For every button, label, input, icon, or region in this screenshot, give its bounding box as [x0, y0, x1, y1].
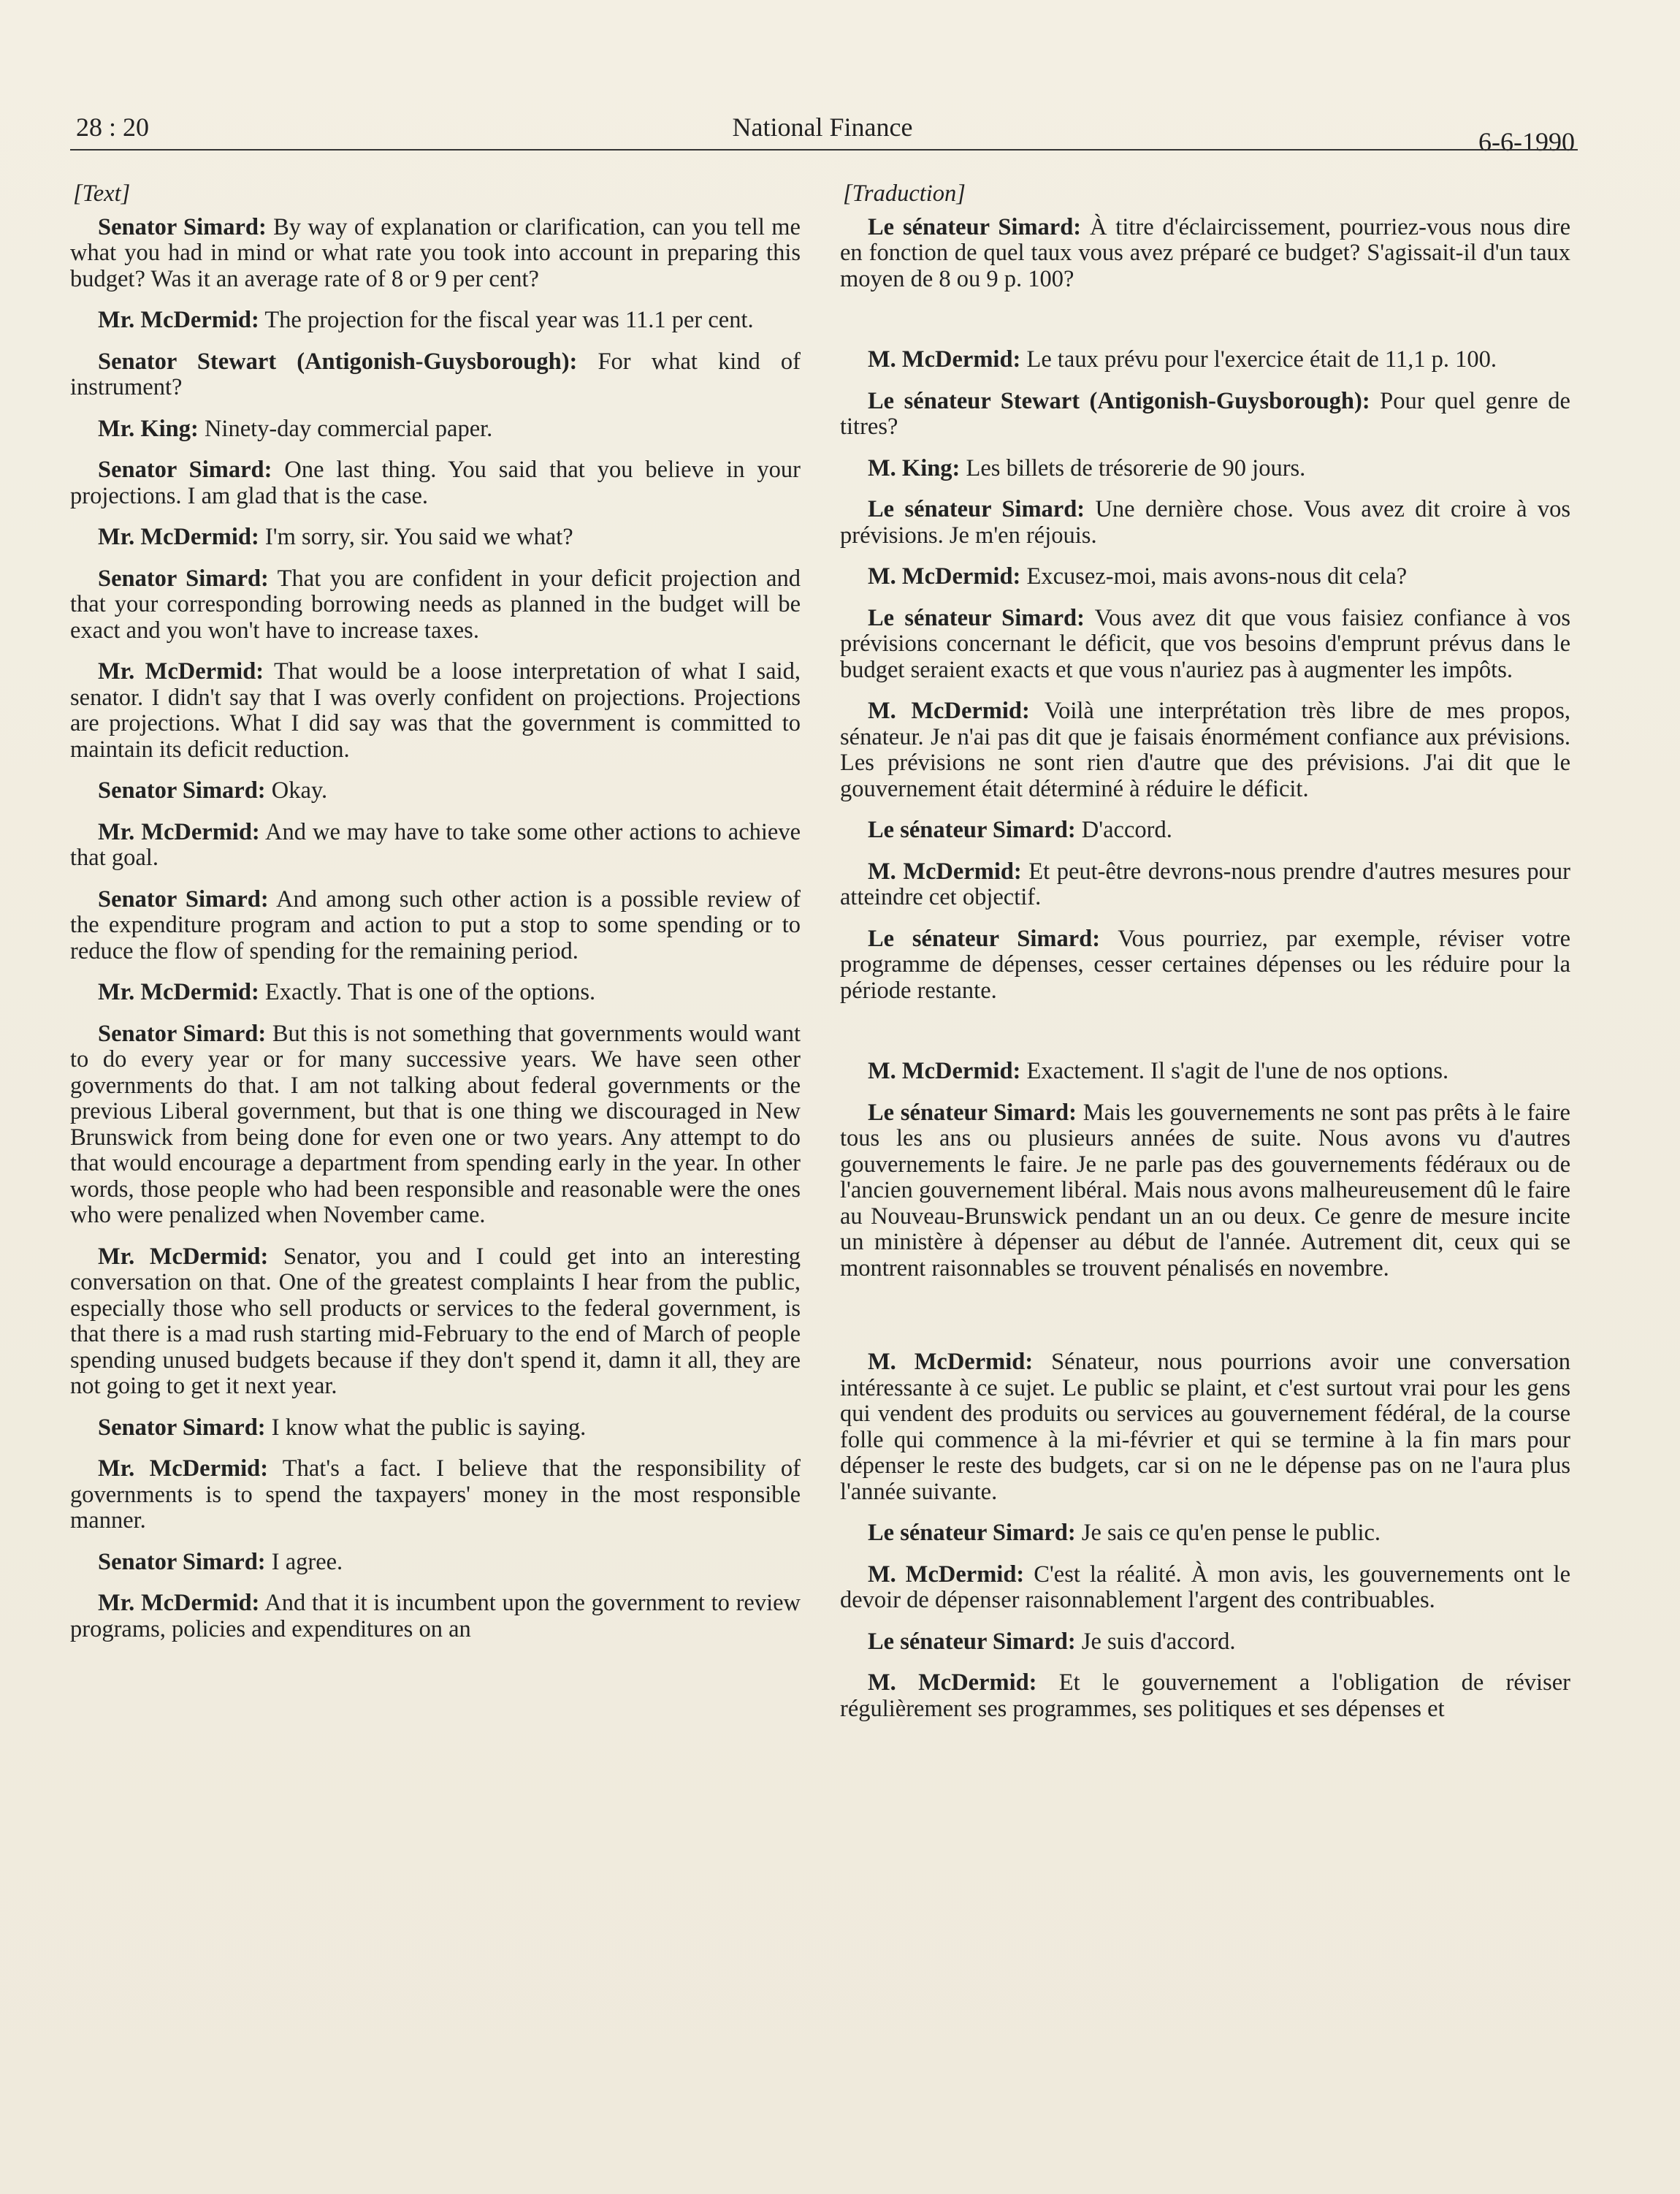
french-column [840, 181, 1570, 1737]
speaker-name: Senator Simard: [98, 457, 272, 483]
transcript-paragraph [70, 308, 801, 334]
speaker-name: Senator Simard: [98, 1548, 266, 1575]
speaker-name: Senator Simard: [98, 213, 267, 240]
speaker-name: Le sénateur Simard: [868, 604, 1085, 631]
text-tag: [Text] [73, 180, 131, 207]
speaker-name: Le sénateur Simard: [868, 1520, 1076, 1546]
speaker-name: Mr. McDermid: [98, 524, 259, 550]
speaker-name: M. King: [868, 454, 961, 481]
speech-text: That you are confident in your deficit projection and that your corresponding borrowing needs as planned in the budget will be exact and you won't have to increase taxes. [70, 565, 801, 644]
speech-text: And among such other action is a possible review of the expenditure program and action to put a stop to some spending or to reduce the flow of spending for the remaining period. [70, 885, 801, 964]
transcript-paragraph [70, 215, 801, 293]
speech-text: That's a fact. I believe that the responsibility of governments is to spend the taxpayers' money in the most responsible manner. [70, 1455, 801, 1534]
transcript-paragraph [840, 389, 1570, 441]
speaker-name: Senator Simard: [98, 1414, 266, 1441]
speech-text: Vous pourriez, par exemple, réviser votre programme de dépenses, cesser certaines dépenses ou les réduire pour la période restante. [840, 925, 1570, 1004]
speaker-name: Le sénateur Simard: [868, 817, 1076, 843]
transcript-paragraph [70, 1550, 801, 1576]
column-spacer [840, 308, 1570, 347]
speaker-name: Mr. McDermid: [98, 658, 264, 685]
transcript-paragraph [840, 215, 1570, 293]
transcript-paragraph [840, 1670, 1570, 1722]
speech-text: I know what the public is saying. [265, 1414, 587, 1441]
speaker-name: Mr. McDermid: [98, 979, 259, 1005]
speech-text: C'est la réalité. À mon avis, les gouvernements ont le devoir de dépenser raisonnablement l'argent des contribuables. [840, 1561, 1570, 1613]
speech-text: D'accord. [1075, 817, 1172, 843]
speaker-name: Senator Simard: [98, 565, 269, 592]
speech-text: One last thing. You said that you believe in your projections. I am glad that is the case. [70, 457, 801, 509]
transcript-paragraph [840, 1520, 1570, 1547]
speaker-name: Mr. McDermid: [98, 1243, 269, 1270]
speaker-name: Senator Simard: [98, 777, 266, 804]
speech-text: Le taux prévu pour l'exercice était de 11,1 p. 100. [1020, 346, 1497, 373]
transcript-paragraph [840, 497, 1570, 549]
speaker-name: Le sénateur Simard: [868, 1628, 1076, 1655]
speaker-name: M. McDermid: [868, 858, 1022, 885]
speaker-name: Mr. McDermid: [98, 818, 260, 845]
speech-text: For what kind of instrument? [70, 348, 801, 400]
speech-text: Okay. [265, 777, 328, 804]
speaker-name: Le sénateur Simard: [868, 213, 1082, 240]
transcript-paragraph [840, 698, 1570, 802]
speaker-name: Mr. McDermid: [98, 1590, 260, 1616]
header-rule [70, 149, 1578, 151]
transcript-paragraph [70, 349, 801, 401]
transcript-paragraph [840, 347, 1570, 373]
speech-text: And we may have to take some other actions to achieve that goal. [70, 818, 801, 871]
transcript-paragraph [70, 980, 801, 1006]
transcript-paragraph [70, 1456, 801, 1534]
speech-text: Je sais ce qu'en pense le public. [1075, 1520, 1381, 1546]
transcript-paragraph [70, 1021, 801, 1229]
speaker-name: M. McDermid: [868, 346, 1021, 373]
speaker-name: Le sénateur Stewart (Antigonish-Guysborough): [868, 387, 1370, 414]
speech-text: Vous avez dit que vous faisiez confiance à vos prévisions concernant le déficit, que vos besoins d'emprunt prévus dans le budget seraient exacts et que vous n'auriez pas à augmenter les impôts. [840, 604, 1570, 683]
speech-text: Ninety-day commercial paper. [198, 415, 493, 442]
page-date: 6-6-1990 [1478, 127, 1575, 156]
transcript-paragraph [70, 1591, 801, 1642]
transcript-paragraph [840, 1349, 1570, 1505]
speaker-name: Le sénateur Simard: [868, 1099, 1077, 1126]
speech-text: Excusez-moi, mais avons-nous dit cela? [1020, 563, 1408, 590]
speaker-name: M. McDermid: [868, 1561, 1025, 1588]
speech-text: Exactly. That is one of the options. [259, 979, 596, 1005]
transcript-paragraph [840, 606, 1570, 684]
speaker-name: M. McDermid: [868, 1058, 1021, 1084]
transcript-paragraph [70, 566, 801, 644]
transcript-paragraph [840, 926, 1570, 1005]
transcript-paragraph [70, 1244, 801, 1400]
column-spacer [840, 1297, 1570, 1349]
speech-text: Je suis d'accord. [1075, 1628, 1236, 1655]
transcript-paragraph [840, 859, 1570, 911]
speech-text: Exactement. Il s'agit de l'une de nos options. [1020, 1058, 1449, 1084]
speaker-name: Senator Simard: [98, 1020, 267, 1047]
speech-text: Les billets de trésorerie de 90 jours. [960, 454, 1306, 481]
speech-text: Voilà une interprétation très libre de mes propos, sénateur. Je n'ai pas dit que je faisais énormément confiance aux prévisions. Les prévisions ne sont rien d'autre que des prévisions. J'ai dit que le gouvernement était déterminé à réduire le déficit. [840, 698, 1570, 802]
transcript-paragraph [70, 820, 801, 872]
transcript-paragraph [70, 1415, 801, 1441]
speaker-name: Le sénateur Simard: [868, 496, 1085, 522]
transcript-paragraph [840, 456, 1570, 482]
speech-text: By way of explanation or clarification, can you tell me what you had in mind or what rate you took into account in preparing this budget? Was it an average rate of 8 or 9 per cent? [70, 213, 801, 292]
speech-text: Et le gouvernement a l'obligation de réviser régulièrement ses programmes, ses politiques et ses dépenses et [840, 1669, 1570, 1722]
speech-text: Une dernière chose. Vous avez dit croire à vos prévisions. Je m'en réjouis. [840, 496, 1570, 549]
translation-tag: [Traduction] [843, 180, 966, 207]
speaker-name: Le sénateur Simard: [868, 925, 1101, 952]
speech-text: That would be a loose interpretation of what I said, senator. I didn't say that I was overly confident on projections. Projections are projections. What I did say was that the government is committed to maintain its deficit reduction. [70, 658, 801, 763]
speech-text: Senator, you and I could get into an interesting conversation on that. One of the greatest complaints I hear from the public, especially those who sell products or services to the federal government, is that there is a mad rush starting mid-February to the end of March of people spending unused budgets because if they don't spend it, damn it all, they are not going to get it next year. [70, 1243, 801, 1399]
transcript-paragraph [70, 525, 801, 551]
transcript-paragraph [70, 457, 801, 509]
transcript-paragraph [840, 1100, 1570, 1282]
page-header [70, 110, 1575, 156]
speaker-name: M. McDermid: [868, 1349, 1034, 1375]
transcript-paragraph [840, 1059, 1570, 1085]
speaker-name: M. McDermid: [868, 698, 1030, 724]
speaker-name: Mr. McDermid: [98, 307, 259, 333]
transcript-paragraph [840, 564, 1570, 590]
speech-text: Pour quel genre de titres? [840, 387, 1570, 440]
speech-text: I'm sorry, sir. You said we what? [259, 524, 573, 550]
speech-text: The projection for the fiscal year was 11.1 per cent. [259, 307, 754, 333]
transcript-paragraph [840, 1629, 1570, 1656]
speech-text: I agree. [265, 1548, 343, 1575]
speaker-name: M. McDermid: [868, 563, 1021, 590]
speaker-name: Senator Simard: [98, 885, 269, 913]
running-title: National Finance [732, 113, 913, 142]
speech-text: Et peut-être devrons-nous prendre d'autres mesures pour atteindre cet objectif. [840, 858, 1570, 910]
speaker-name: Senator Stewart (Antigonish-Guysborough): [98, 348, 578, 375]
column-spacer [840, 1019, 1570, 1059]
speaker-name: M. McDermid: [868, 1669, 1037, 1696]
page-number: 28 : 20 [76, 113, 150, 142]
transcript-paragraph [840, 818, 1570, 844]
english-column [70, 181, 801, 1658]
speaker-name: Mr. King: [98, 415, 199, 442]
transcript-paragraph [70, 416, 801, 443]
speaker-name: Mr. McDermid: [98, 1455, 269, 1482]
speech-text: And that it is incumbent upon the government to review programs, policies and expenditures on an [70, 1590, 801, 1642]
transcript-paragraph [70, 659, 801, 763]
transcript-paragraph [70, 887, 801, 965]
speech-text: Sénateur, nous pourrions avoir une conversation intéressante à ce sujet. Le public se plaint, et c'est surtout vrai pour les gens qui vendent des produits ou services au gouvernement fédéral, de la course folle qui commence à la mi-février et qui se termine à la fin mars pour dépenser le reste des budgets, car si on ne le dépense pas on ne l'aura plus l'année suivante. [840, 1349, 1570, 1505]
speech-text: But this is not something that governments would want to do every year or for many successive years. We have seen other governments do that. I am not talking about federal governments or the previous Liberal government, but that is one thing we discouraged in New Brunswick from being done for even one or two years. Any attempt to do that would encourage a department from spending early in the year. In other words, those people who had been responsible and reasonable were the ones who were penalized when November came. [70, 1020, 801, 1228]
speech-text: Mais les gouvernements ne sont pas prêts à le faire tous les ans ou plusieurs années de suite. Nous avons vu d'autres gouvernements le faire. Je ne parle pas des gouvernements fédéraux ou de l'ancien gouvernement libéral. Mais nous avons malheureusement dû le faire au Nouveau-Brunswick pendant un an ou deux. Ce genre de mesure incite un ministère à dépenser au début de l'année. Autrement dit, ceux qui se montrent raisonnables se trouvent pénalisés en novembre. [840, 1099, 1570, 1281]
transcript-paragraph [840, 1562, 1570, 1614]
speech-text: À titre d'éclaircissement, pourriez-vous nous dire en fonction de quel taux vous avez préparé ce budget? S'agissait-il d'un taux moyen de 8 ou 9 p. 100? [840, 213, 1570, 292]
transcript-paragraph [70, 778, 801, 804]
